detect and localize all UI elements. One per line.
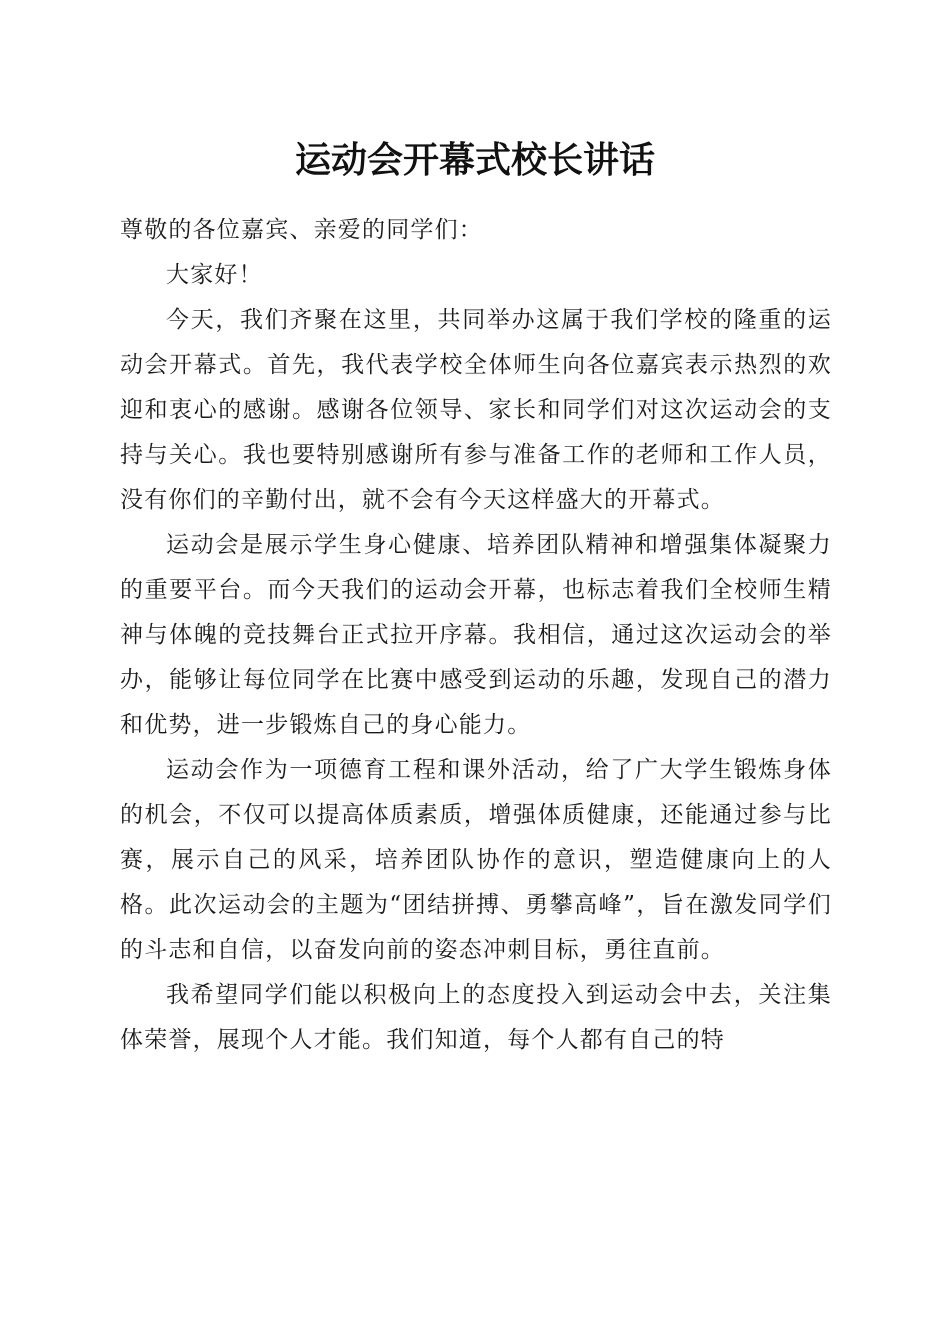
greeting: 大家好！: [166, 262, 263, 288]
paragraph-3: 运动会作为一项德育工程和课外活动，给了广大学生锻炼身体的机会，不仅可以提高体质素质，增强体质健康，还能通过参与比赛，展示自己的风采，培养团队协作的意识，塑造健康向上的人格。此次运动会的主题为“团结拼搏、勇攀高峰”，旨在激发同学们的斗志和自信，以奋发向前的姿态冲刺目标，勇往直前。: [120, 757, 832, 963]
paragraph-4: 我希望同学们能以积极向上的态度投入到运动会中去，关注集体荣誉，展现个人才能。我们知道，每个人都有自己的特: [120, 982, 832, 1053]
salutation: 尊敬的各位嘉宾、亲爱的同学们：: [120, 217, 483, 243]
document-body: [120, 208, 832, 1063]
paragraph-1: 今天，我们齐聚在这里，共同举办这属于我们学校的隆重的运动会开幕式。首先，我代表学校全体师生向各位嘉宾表示热烈的欢迎和衷心的感谢。感谢各位领导、家长和同学们对这次运动会的支持与关心。我也要特别感谢所有参与准备工作的老师和工作人员，没有你们的辛勤付出，就不会有今天这样盛大的开幕式。: [120, 307, 832, 513]
paragraph-2: 运动会是展示学生身心健康、培养团队精神和增强集体凝聚力的重要平台。而今天我们的运动会开幕，也标志着我们全校师生精神与体魄的竞技舞台正式拉开序幕。我相信，通过这次运动会的举办，能够让每位同学在比赛中感受到运动的乐趣，发现自己的潜力和优势，进一步锻炼自己的身心能力。: [120, 532, 832, 738]
document-title: 运动会开幕式校长讲话: [294, 139, 655, 181]
